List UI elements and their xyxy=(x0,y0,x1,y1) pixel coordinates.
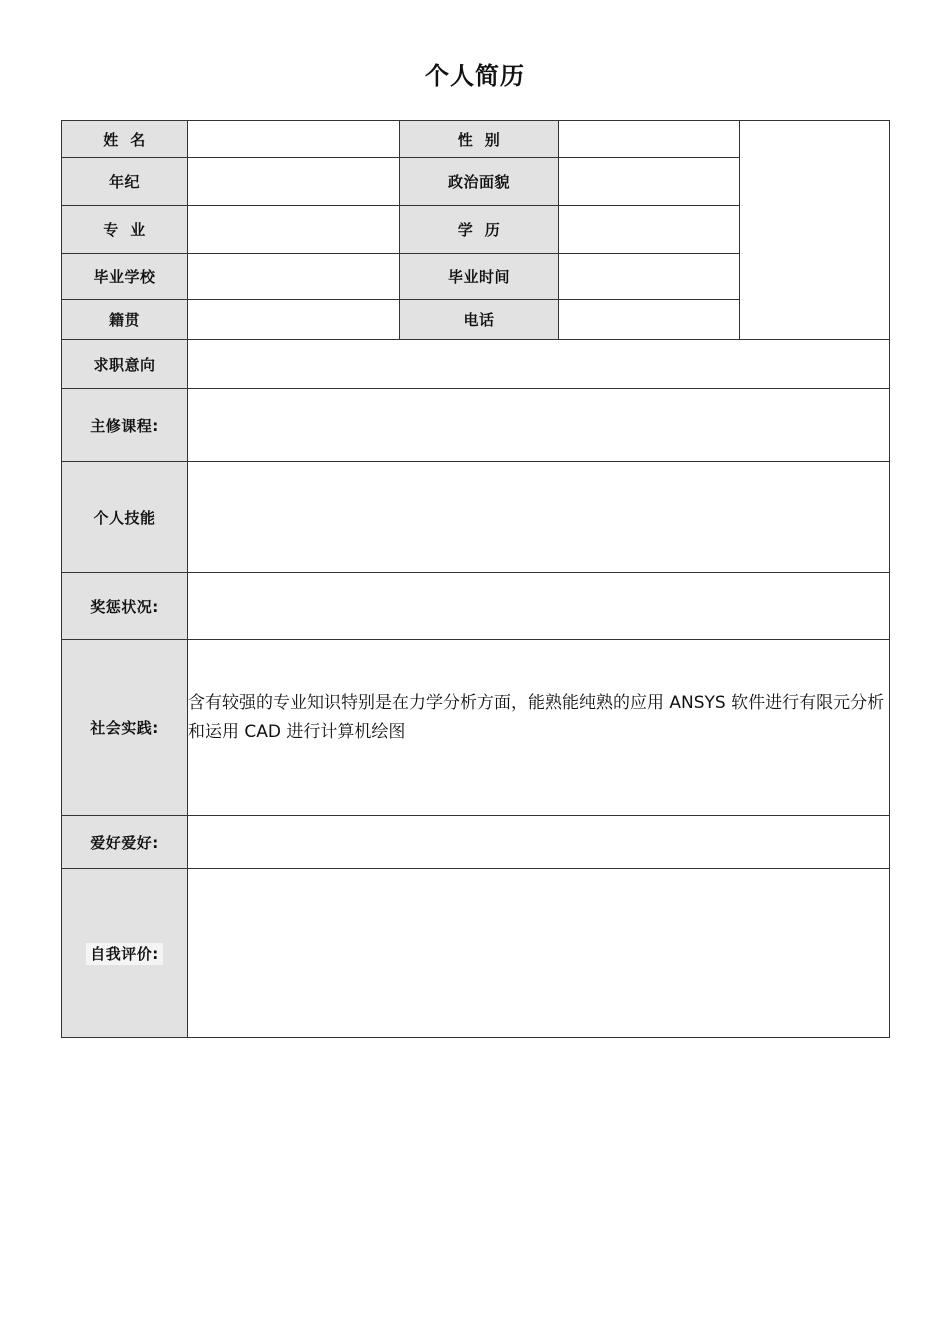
name-value[interactable] xyxy=(188,121,400,158)
phone-label: 电话 xyxy=(400,300,559,340)
hobbies-value[interactable] xyxy=(188,816,890,869)
major-label: 专 业 xyxy=(62,206,188,254)
age-value[interactable] xyxy=(188,158,400,206)
hometown-value[interactable] xyxy=(188,300,400,340)
row-courses xyxy=(62,389,890,462)
major-value[interactable] xyxy=(188,206,400,254)
gender-label: 性 别 xyxy=(400,121,559,158)
social-practice-text: 含有较强的专业知识特别是在力学分析方面，能熟能纯熟的应用 ANSYS 软件进行有限元分析和运用 CAD 进行计算机绘图 xyxy=(188,692,885,742)
courses-value[interactable] xyxy=(188,389,890,462)
row-self-evaluation xyxy=(62,869,890,1038)
row-skills xyxy=(62,462,890,573)
graduation-time-value[interactable] xyxy=(559,254,740,300)
hobbies-label: 爱好爱好: xyxy=(62,816,188,869)
awards-label: 奖惩状况: xyxy=(62,573,188,640)
phone-value[interactable] xyxy=(559,300,740,340)
job-intent-label: 求职意向 xyxy=(62,340,188,389)
resume-table xyxy=(61,120,890,1038)
row-social-practice xyxy=(62,640,890,816)
social-practice-cell[interactable] xyxy=(188,640,890,816)
row-hobbies xyxy=(62,816,890,869)
political-status-label: 政治面貌 xyxy=(400,158,559,206)
row-name-gender xyxy=(62,121,890,158)
awards-value[interactable] xyxy=(188,573,890,640)
skills-label: 个人技能 xyxy=(62,462,188,573)
self-evaluation-label: 自我评价: xyxy=(86,943,163,965)
education-label: 学 历 xyxy=(400,206,559,254)
graduation-time-label: 毕业时间 xyxy=(400,254,559,300)
gender-value[interactable] xyxy=(559,121,740,158)
school-value[interactable] xyxy=(188,254,400,300)
hometown-label: 籍贯 xyxy=(62,300,188,340)
courses-label: 主修课程: xyxy=(62,389,188,462)
skills-value[interactable] xyxy=(188,462,890,573)
self-evaluation-value[interactable] xyxy=(188,869,890,1038)
row-awards xyxy=(62,573,890,640)
self-evaluation-label-cell xyxy=(62,869,188,1038)
education-value[interactable] xyxy=(559,206,740,254)
job-intent-value[interactable] xyxy=(188,340,890,389)
political-status-value[interactable] xyxy=(559,158,740,206)
school-label: 毕业学校 xyxy=(62,254,188,300)
page-title: 个人简历 xyxy=(425,62,525,90)
name-label: 姓 名 xyxy=(62,121,188,158)
age-label: 年纪 xyxy=(62,158,188,206)
photo-cell[interactable] xyxy=(740,121,890,340)
social-practice-label: 社会实践: xyxy=(62,640,188,816)
row-job-intent xyxy=(62,340,890,389)
